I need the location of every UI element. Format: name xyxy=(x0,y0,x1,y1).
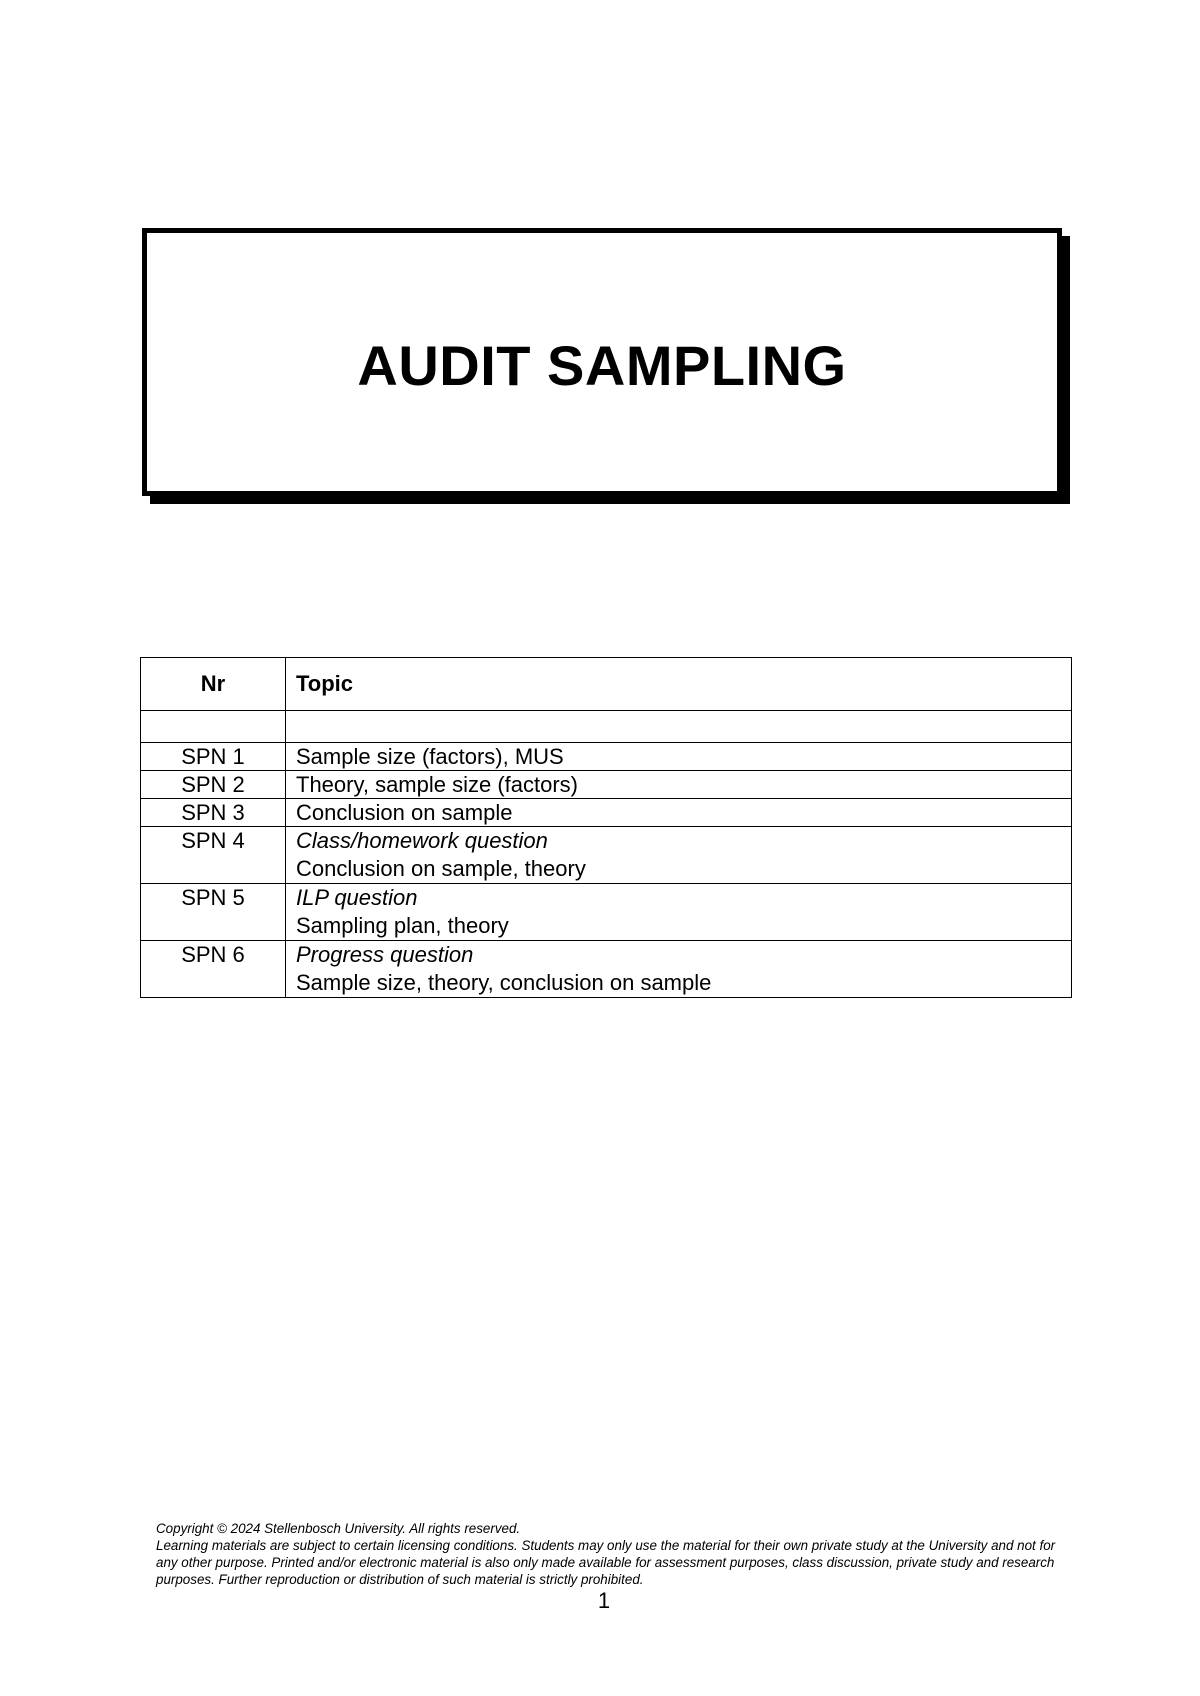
topics-table xyxy=(140,657,1072,998)
blank-cell xyxy=(286,711,1072,743)
row-topic-cell xyxy=(286,827,1072,884)
row-topic: Sampling plan, theory xyxy=(296,913,509,938)
table-row xyxy=(141,884,1072,941)
row-question-type: Progress question xyxy=(296,942,474,967)
header-topic: Topic xyxy=(286,658,1072,711)
row-topic-cell xyxy=(286,941,1072,998)
row-topic: Conclusion on sample xyxy=(286,799,1072,827)
header-nr: Nr xyxy=(141,658,286,711)
copyright-notice xyxy=(156,1520,1056,1588)
blank-cell xyxy=(141,711,286,743)
row-topic: Conclusion on sample, theory xyxy=(296,856,586,881)
row-nr: SPN 5 xyxy=(141,884,286,941)
table-header-row xyxy=(141,658,1072,711)
table-row xyxy=(141,743,1072,771)
row-nr: SPN 3 xyxy=(141,799,286,827)
row-topic: Sample size, theory, conclusion on sample xyxy=(296,970,712,995)
row-question-type: ILP question xyxy=(296,885,418,910)
copyright-line: Copyright © 2024 Stellenbosch University. All rights reserved. xyxy=(156,1521,521,1536)
row-nr: SPN 6 xyxy=(141,941,286,998)
page-number: 1 xyxy=(597,1588,611,1613)
table-row-blank xyxy=(141,711,1072,743)
table-row xyxy=(141,941,1072,998)
row-nr: SPN 1 xyxy=(141,743,286,771)
table-row xyxy=(141,799,1072,827)
title-box xyxy=(142,228,1062,496)
row-topic: Theory, sample size (factors) xyxy=(286,771,1072,799)
row-nr: SPN 4 xyxy=(141,827,286,884)
table-row xyxy=(141,771,1072,799)
document-title: AUDIT SAMPLING xyxy=(357,333,847,397)
license-text: Learning materials are subject to certain licensing conditions. Students may only use the material for their own private study at the University and not for any other purpose. Printed and/or electronic material is also only made available for assessment purposes, class discussion, private study and research purposes. Further reproduction or distribution of such material is strictly prohibited. xyxy=(156,1538,1056,1587)
row-topic-cell xyxy=(286,884,1072,941)
row-nr: SPN 2 xyxy=(141,771,286,799)
row-topic: Sample size (factors), MUS xyxy=(286,743,1072,771)
table-row xyxy=(141,827,1072,884)
row-question-type: Class/homework question xyxy=(296,828,548,853)
